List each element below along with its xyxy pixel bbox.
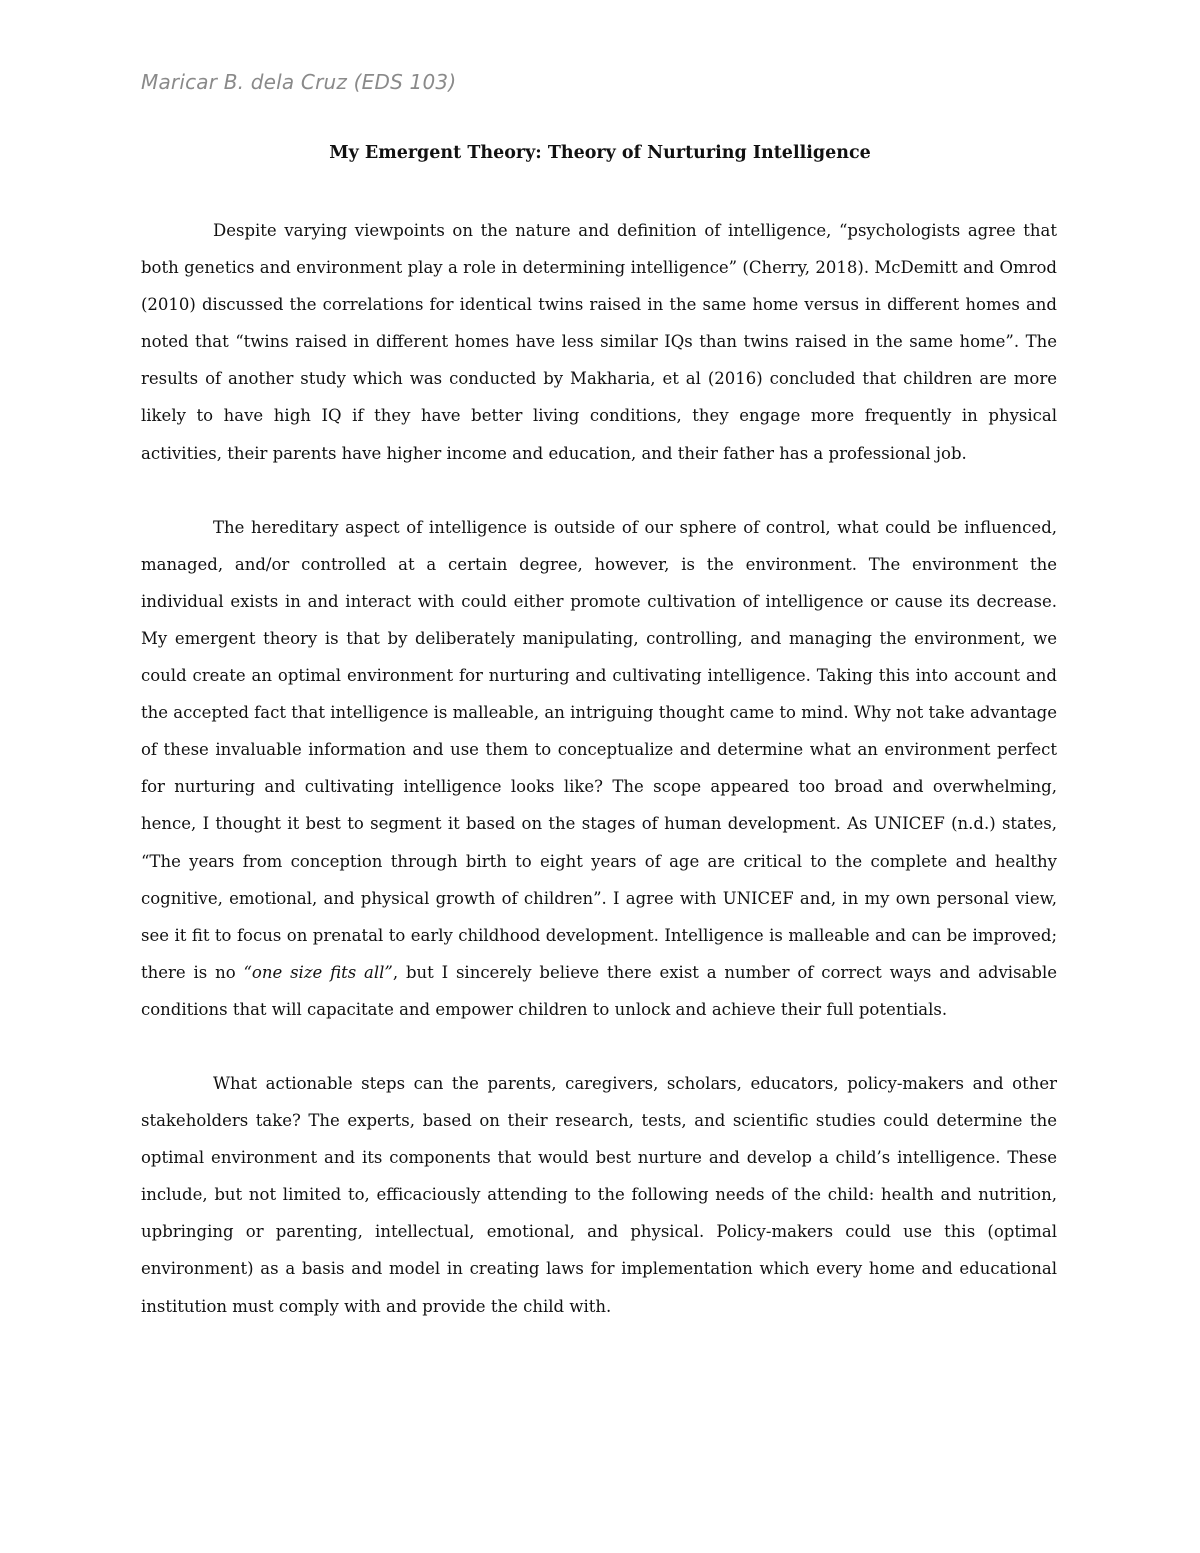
document-title: My Emergent Theory: Theory of Nurturing Intelligence xyxy=(329,143,871,163)
paragraph-3 xyxy=(141,1065,1057,1325)
paragraph-2-emphasis: “one size fits all” xyxy=(243,962,393,982)
paragraph-1 xyxy=(141,212,1057,472)
paragraph-3-text: What actionable steps can the parents, caregivers, scholars, educators, policy-makers and other stakeholders take? The experts, based on their research, tests, and scientific studies could determine the optimal environment and its components that would best nurture and develop a child’s intelligence. These include, but not limited to, efficaciously attending to the following needs of the child: health and nutrition, upbringing or parenting, intellectual, emotional, and physical. Policy-makers could use this (optimal environment) as a basis and model in creating laws for implementation which every home and educational institution must comply with and provide the child with. xyxy=(141,1073,1057,1316)
paragraph-2 xyxy=(141,509,1057,1028)
paragraph-2-text-after: , but I sincerely believe there exist a number of correct ways and advisable conditions that will capacitate and empower children to unlock and achieve their full potentials. xyxy=(141,962,1057,1019)
header-author: Maricar B. dela Cruz (EDS 103) xyxy=(141,70,457,94)
paragraph-1-text: Despite varying viewpoints on the nature and definition of intelligence, “psychologists agree that both genetics and environment play a role in determining intelligence” (Cherry, 2018). McDemitt and Omrod (2010) discussed the correlations for identical twins raised in the same home versus in different homes and noted that “twins raised in different homes have less similar IQs than twins raised in the same home”. The results of another study which was conducted by Makharia, et al (2016) concluded that children are more likely to have high IQ if they have better living conditions, they engage more frequently in physical activities, their parents have higher income and education, and their father has a professional job. xyxy=(141,221,1057,463)
document-body xyxy=(141,212,1057,1362)
paragraph-2-text-before: The hereditary aspect of intelligence is outside of our sphere of control, what could be influenced, managed, and/or controlled at a certain degree, however, is the environment. The environment the individual exists in and interact with could either promote cultivation of intelligence or cause its decrease. My emergent theory is that by deliberately manipulating, controlling, and managing the environment, we could create an optimal environment for nurturing and cultivating intelligence. Taking this into account and the accepted fact that intelligence is malleable, an intriguing thought came to mind. Why not take advantage of these invaluable information and use them to conceptualize and determine what an environment perfect for nurturing and cultivating intelligence looks like? The scope appeared too broad and overwhelming, hence, I thought it best to segment it based on the stages of human development. As UNICEF (n.d.) states, “The years from conception through birth to eight years of age are critical to the complete and healthy cognitive, emotional, and physical growth of children”. I agree with UNICEF and, in my own personal view, see it fit to focus on prenatal to early childhood development. Intelligence is malleable and can be improved; there is no xyxy=(141,517,1057,982)
